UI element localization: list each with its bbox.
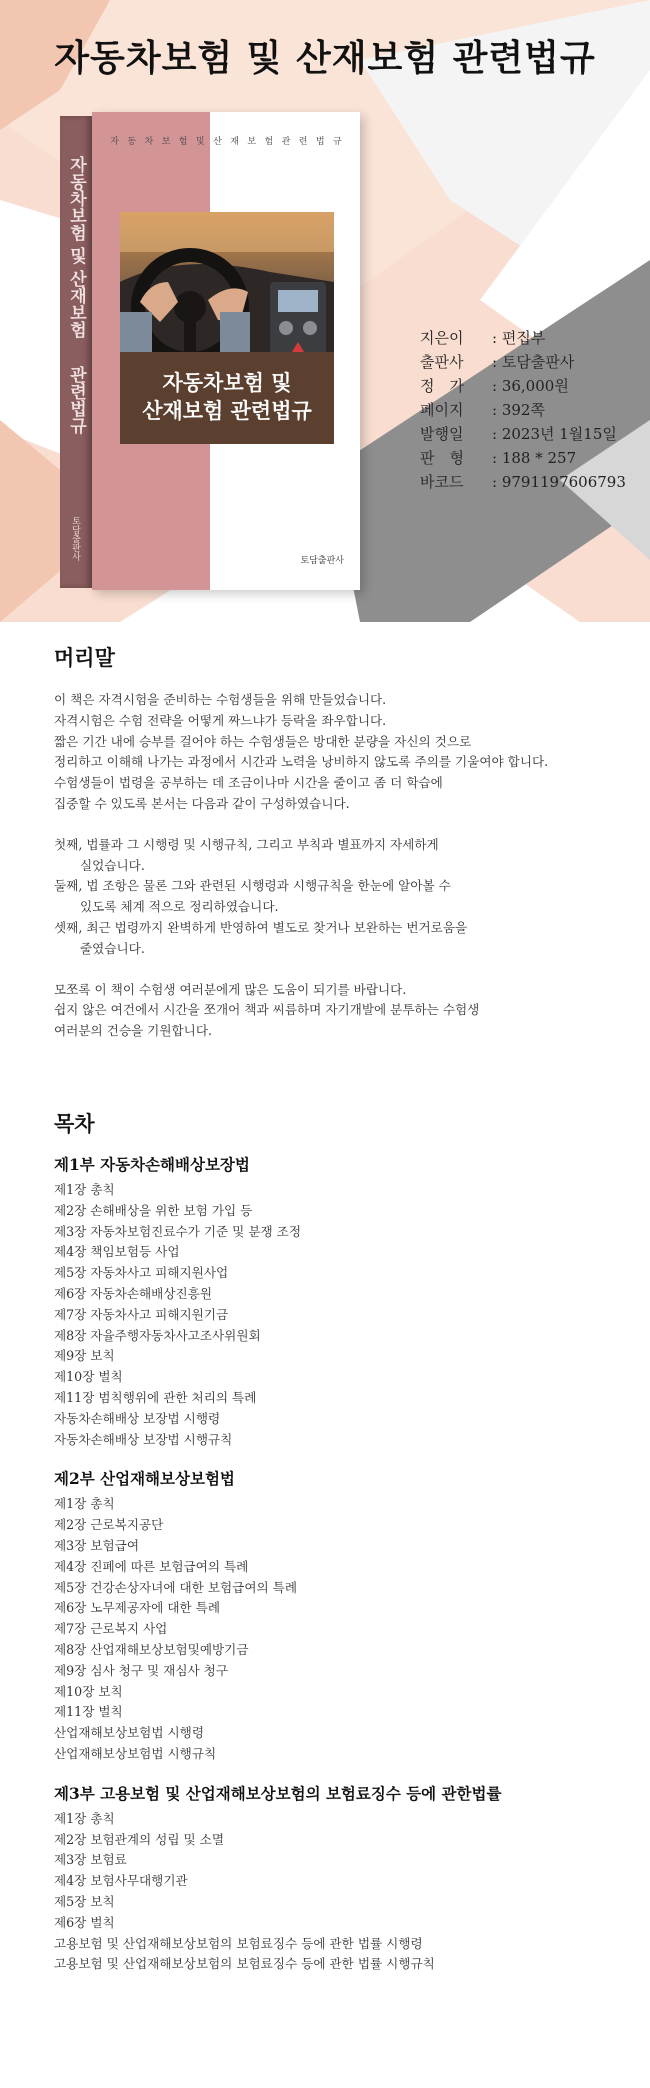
toc-item: 제5장 건강손상자녀에 대한 보험급여의 특례 bbox=[54, 1579, 298, 1595]
toc-item: 제2장 근로복지공단 bbox=[54, 1517, 164, 1533]
toc-part-title: 제3부 고용보험 및 산업재해보상보험의 보험료징수 등에 관한법률 bbox=[54, 1783, 502, 1803]
cover-char: 관 bbox=[281, 137, 291, 147]
preface-line: 집중할 수 있도록 본서는 다음과 같이 구성하였습니다. bbox=[54, 795, 350, 811]
preface-line: 자격시험은 수험 전략을 어떻게 짜느냐가 등락을 좌우합니다. bbox=[54, 712, 387, 728]
toc-item: 제11장 범칙행위에 관한 처리의 특례 bbox=[54, 1389, 257, 1405]
toc-item: 제9장 보칙 bbox=[54, 1348, 115, 1364]
preface-heading: 머리말 bbox=[54, 646, 115, 670]
preface-body bbox=[54, 690, 614, 1042]
cover-char: 법 bbox=[315, 137, 325, 147]
hero-banner bbox=[0, 0, 650, 622]
toc-part bbox=[54, 1152, 614, 1450]
toc-item: 제5장 보칙 bbox=[54, 1893, 115, 1909]
preface-line: 정리하고 이해해 나가는 과정에서 시간과 노력을 낭비하지 않도록 주의를 기울여야 합니다. bbox=[54, 754, 549, 770]
info-key: 페이지 bbox=[420, 401, 464, 419]
spine-title bbox=[66, 156, 86, 434]
table-of-contents bbox=[54, 1152, 614, 1991]
info-key: 발행일 bbox=[420, 425, 464, 443]
toc-item: 자동차손해배상 보장법 시행령 bbox=[54, 1410, 221, 1426]
book-spine bbox=[60, 116, 92, 588]
toc-heading: 목차 bbox=[54, 1112, 95, 1136]
preface-point-cont: 있도록 체계 적으로 정리하였습니다. bbox=[80, 899, 279, 915]
info-row: 정 가 : 36,000원 bbox=[420, 374, 626, 398]
cover-char: 산 bbox=[213, 137, 222, 147]
preface-line: 이 책은 자격시험을 준비하는 수험생들을 위해 만들었습니다. bbox=[54, 692, 387, 707]
info-key: 판 형 bbox=[420, 449, 464, 467]
info-row: 지은이 : 편집부 bbox=[420, 326, 626, 350]
toc-item: 제3장 보험료 bbox=[54, 1852, 127, 1868]
toc-item: 제6장 자동차손해배상진흥원 bbox=[54, 1285, 213, 1301]
preface-line: 짧은 기간 내에 승부를 걸어야 하는 수험생들은 방대한 분량을 자신의 것으로 bbox=[54, 733, 472, 749]
toc-item: 제4장 책임보험등 사업 bbox=[54, 1244, 180, 1260]
cover-char: 동 bbox=[127, 137, 137, 147]
info-value: 36,000원 bbox=[501, 377, 569, 395]
toc-item: 제2장 보험관계의 성립 및 소멸 bbox=[54, 1831, 225, 1847]
toc-item: 제9장 심사 청구 및 재심사 청구 bbox=[54, 1662, 229, 1678]
cover-title-line2: 산재보험 관련법규 bbox=[142, 399, 312, 423]
toc-item: 제1장 총칙 bbox=[54, 1496, 115, 1512]
cover-subtitle-row bbox=[92, 134, 360, 147]
toc-item: 산업재해보상보험법 시행령 bbox=[54, 1725, 204, 1741]
preface-point-cont: 줄였습니다. bbox=[80, 940, 145, 956]
cover-char: 재 bbox=[230, 137, 239, 147]
info-row: 판 형 : 188 * 257 bbox=[420, 446, 626, 470]
cover-char: 자 bbox=[110, 137, 119, 147]
spine-publisher: 토담출판사 bbox=[70, 516, 80, 561]
page-title: 자동차보험 및 산재보험 관련법규 bbox=[54, 38, 596, 79]
info-row: 출판사 : 토담출판사 bbox=[420, 350, 626, 374]
spine-title-line1: 자동차보험 및 산재보험 bbox=[66, 156, 86, 338]
toc-part bbox=[54, 1466, 614, 1764]
info-row: 발행일 : 2023년 1월15일 bbox=[420, 422, 626, 446]
toc-item: 제7장 자동차사고 피해지원기금 bbox=[54, 1306, 229, 1322]
cover-char: 차 bbox=[144, 137, 154, 147]
toc-part-title: 제1부 자동차손해배상보장법 bbox=[54, 1155, 250, 1174]
toc-item: 제1장 총칙 bbox=[54, 1182, 115, 1197]
toc-item: 자동차손해배상 보장법 시행규칙 bbox=[54, 1431, 233, 1447]
toc-item: 제3장 보험급여 bbox=[54, 1537, 140, 1553]
toc-item: 고용보험 및 산업재해보상보험의 보험료징수 등에 관한 법률 시행규칙 bbox=[54, 1956, 435, 1972]
toc-item: 제6장 벌칙 bbox=[54, 1914, 115, 1930]
preface-point: 첫째, 법률과 그 시행령 및 시행규칙, 그리고 부칙과 별표까지 자세하게 bbox=[54, 836, 439, 852]
book-image bbox=[60, 112, 360, 590]
toc-item: 제10장 벌칙 bbox=[54, 1369, 123, 1385]
info-value: 188 * 257 bbox=[501, 449, 577, 467]
info-key: 출판사 bbox=[420, 353, 464, 371]
toc-item: 제4장 보험사무대행기관 bbox=[54, 1873, 188, 1889]
book-info bbox=[420, 326, 626, 494]
info-value: 토담출판사 bbox=[501, 353, 575, 371]
cover-char: 험 bbox=[264, 137, 274, 147]
cover-char: 련 bbox=[298, 137, 308, 147]
info-key: 바코드 bbox=[420, 473, 464, 491]
cover-char: 및 bbox=[195, 137, 205, 147]
toc-item: 제4장 진폐에 따른 보험급여의 특례 bbox=[54, 1558, 249, 1574]
info-row: 페이지 : 392쪽 bbox=[420, 398, 626, 422]
publisher-logo: 토담출판사 bbox=[300, 556, 344, 566]
toc-item: 제10장 보칙 bbox=[54, 1683, 123, 1699]
preface-closing: 여러분의 건승을 기원합니다. bbox=[54, 1023, 212, 1039]
toc-item: 산업재해보상보험법 시행규칙 bbox=[54, 1745, 217, 1761]
preface-point: 셋째, 최근 법령까지 완벽하게 반영하여 별도로 찾거나 보완하는 번거로움을 bbox=[54, 919, 468, 935]
toc-item: 제5장 자동차사고 피해지원사업 bbox=[54, 1265, 229, 1281]
spine-title-line2: 관련법규 bbox=[66, 365, 86, 434]
book-cover bbox=[92, 112, 360, 590]
toc-item: 제8장 자율주행자동차사고조사위원회 bbox=[54, 1327, 261, 1343]
info-key: 지은이 bbox=[420, 329, 464, 347]
toc-item: 제3장 자동차보험진료수가 기준 및 분쟁 조정 bbox=[54, 1223, 302, 1239]
toc-item: 제2장 손해배상을 위한 보험 가입 등 bbox=[54, 1202, 253, 1218]
toc-part bbox=[54, 1781, 614, 1975]
info-value: 편집부 bbox=[501, 329, 546, 347]
preface-closing: 쉽지 않은 여건에서 시간을 쪼개어 책과 씨름하며 자기개발에 분투하는 수험생 bbox=[54, 1002, 480, 1018]
cover-char: 험 bbox=[178, 137, 188, 147]
preface-closing: 모쪼록 이 책이 수험생 여러분에게 많은 도움이 되기를 바랍니다. bbox=[54, 981, 407, 997]
preface-point: 둘째, 법 조항은 물론 그와 관련된 시행령과 시행규칙을 한눈에 알아볼 수 bbox=[54, 878, 451, 894]
toc-item: 제1장 총칙 bbox=[54, 1810, 115, 1826]
info-key: 정 가 bbox=[420, 377, 464, 395]
toc-item: 제7장 근로복지 사업 bbox=[54, 1621, 168, 1637]
toc-item: 고용보험 및 산업재해보상보험의 보험료징수 등에 관한 법률 시행령 bbox=[54, 1935, 423, 1951]
preface-line: 수험생들이 법령을 공부하는 데 조금이나마 시간을 줄이고 좀 더 학습에 bbox=[54, 775, 443, 791]
cover-char: 보 bbox=[161, 137, 171, 147]
cover-title-line1: 자동차보험 및 bbox=[162, 371, 292, 395]
cover-title-box bbox=[120, 352, 334, 444]
toc-item: 제8장 산업재해보상보험및예방기금 bbox=[54, 1641, 249, 1657]
toc-item: 제11장 벌칙 bbox=[54, 1704, 123, 1720]
info-value: 2023년 1월15일 bbox=[501, 425, 617, 443]
toc-part-title: 제2부 산업재해보상보험법 bbox=[54, 1469, 235, 1489]
preface-point-cont: 실었습니다. bbox=[80, 857, 145, 873]
toc-item: 제6장 노무제공자에 대한 특례 bbox=[54, 1600, 221, 1616]
info-value: 9791197606793 bbox=[501, 473, 626, 491]
info-value: 392쪽 bbox=[501, 401, 545, 419]
cover-char: 보 bbox=[247, 137, 257, 147]
cover-char: 규 bbox=[333, 137, 342, 147]
info-row: 바코드 : 9791197606793 bbox=[420, 470, 626, 494]
